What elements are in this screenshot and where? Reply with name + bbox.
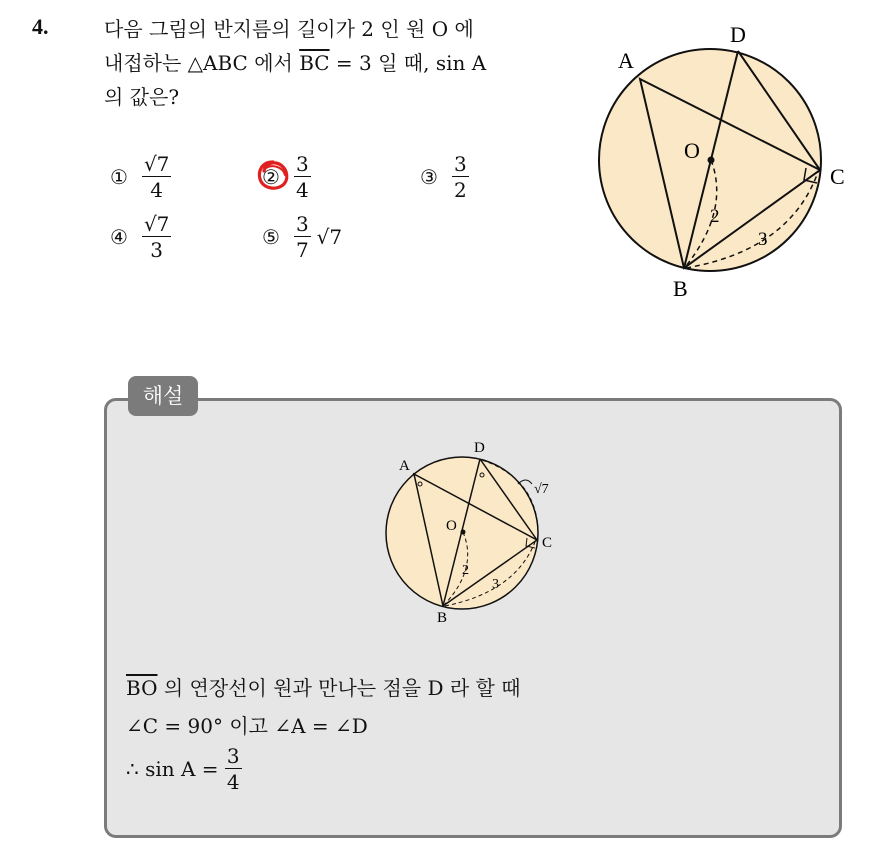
choice-fraction (452, 154, 469, 200)
label-o: O (684, 138, 700, 163)
solution-figure (380, 432, 570, 628)
solution-line-1 (126, 672, 521, 701)
choice-number: ⑤ (262, 225, 280, 249)
label-bc: 3 (492, 577, 499, 592)
center-point (461, 530, 466, 535)
choice-1[interactable] (110, 154, 171, 200)
solution-fraction (225, 746, 242, 792)
center-point (708, 157, 715, 164)
question-line-1: 다음 그림의 반지름의 길이가 2 인 원 O 에 (104, 17, 474, 41)
choice-number: ① (110, 165, 128, 189)
label-b: B (437, 610, 448, 626)
choice-number: ③ (420, 165, 438, 189)
main-figure (590, 18, 880, 308)
choice-5[interactable] (262, 214, 342, 260)
choice-3[interactable] (420, 154, 469, 200)
choice-2[interactable] (262, 154, 311, 200)
segment-bc: $\overline{BC}$ (299, 51, 330, 75)
denominator: 4 (295, 178, 309, 202)
numerator: 3 (295, 212, 309, 236)
label-radius: 2 (710, 206, 720, 227)
denominator: 3 (150, 238, 164, 262)
denominator: 7 (295, 238, 309, 262)
label-d: D (474, 440, 485, 456)
solution-tab: 해설 (128, 376, 198, 416)
label-o: O (446, 518, 457, 534)
denominator: 4 (226, 770, 240, 794)
choice-number: ④ (110, 225, 128, 249)
question-line-2 (104, 46, 574, 80)
question-line-2a: 내접하는 △ABC 에서 (104, 51, 300, 75)
label-a: A (399, 458, 410, 474)
solution-line-3-prefix: ∴ sin A = (126, 757, 225, 781)
segment-bo: $\overline{BO}$ (126, 676, 158, 700)
label-d: D (730, 22, 746, 47)
choice-fraction (142, 154, 171, 200)
question-line-2b: = 3 일 때, sin A (329, 51, 487, 75)
choice-fraction (294, 154, 311, 200)
denominator: 2 (453, 178, 467, 202)
label-a: A (618, 48, 634, 73)
solution-line-2: ∠C = 90° 이고 ∠A = ∠D (126, 714, 368, 738)
choice-number-text: ② (262, 165, 280, 189)
choice-suffix: √7 (316, 225, 343, 249)
choice-fraction (294, 214, 311, 260)
solution-line-1-rest: 의 연장선이 원과 만나는 점을 D 라 할 때 (157, 676, 521, 700)
numerator: 3 (226, 744, 240, 768)
circle-mark-icon (255, 158, 291, 194)
label-dc: √7 (534, 482, 549, 497)
label-c: C (830, 164, 845, 189)
denominator: 4 (150, 178, 164, 202)
choice-4[interactable] (110, 214, 171, 260)
label-c: C (542, 535, 553, 551)
label-b: B (673, 276, 688, 301)
numerator: 3 (453, 152, 467, 176)
numerator: √7 (143, 212, 170, 236)
label-radius: 2 (462, 563, 469, 578)
choice-fraction (142, 214, 171, 260)
numerator: √7 (143, 152, 170, 176)
label-bc: 3 (758, 229, 768, 250)
solution-line-3 (126, 746, 242, 792)
numerator: 3 (295, 152, 309, 176)
question-text (104, 12, 574, 114)
choice-number (262, 165, 280, 189)
question-number: 4. (32, 14, 49, 39)
question-line-3: 의 값은? (104, 85, 180, 109)
